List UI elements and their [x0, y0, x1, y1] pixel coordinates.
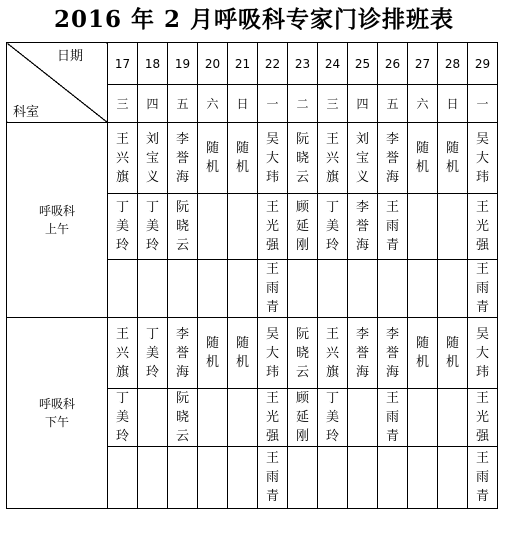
day-number-cell: 21: [228, 43, 258, 85]
day-number-cell: 22: [258, 43, 288, 85]
day-number-cell: 20: [198, 43, 228, 85]
doctor-cell: [168, 123, 198, 194]
doctor-name: 王 兴 旗: [115, 131, 129, 185]
doctor-name: 刘 宝 义: [355, 131, 369, 185]
weekday-cell: 日: [228, 85, 258, 123]
schedule-table: [6, 42, 498, 509]
doctor-cell: [408, 194, 438, 260]
doctor-name: 顾 延 刚: [295, 200, 309, 253]
day-number-cell: 23: [288, 43, 318, 85]
weekday-cell: 三: [318, 85, 348, 123]
doctor-name: 随 机: [235, 336, 249, 370]
doctor-cell: [288, 194, 318, 260]
weekday-cell: 三: [108, 85, 138, 123]
doctor-name: 随 机: [235, 141, 249, 175]
day-number-cell: 25: [348, 43, 378, 85]
doctor-cell: [438, 123, 468, 194]
doctor-cell: [468, 318, 498, 389]
doctor-cell: [348, 123, 378, 194]
doctor-cell: [438, 194, 468, 260]
doctor-cell: [228, 389, 258, 447]
doctor-cell: [258, 123, 288, 194]
doctor-name: 阮 晓 云: [175, 200, 189, 253]
doctor-cell: [468, 123, 498, 194]
doctor-cell: [258, 447, 288, 509]
day-number-cell: 27: [408, 43, 438, 85]
doctor-cell: [288, 447, 318, 509]
day-number-cell: 24: [318, 43, 348, 85]
doctor-cell: [468, 447, 498, 509]
weekday-cell: 二: [288, 85, 318, 123]
doctor-cell: [108, 194, 138, 260]
doctor-cell: [198, 194, 228, 260]
doctor-cell: [228, 194, 258, 260]
day-number-cell: 17: [108, 43, 138, 85]
doctor-cell: [258, 194, 288, 260]
doctor-name: 丁 美 玲: [325, 200, 339, 253]
doctor-name: 王 雨 青: [475, 451, 489, 504]
doctor-name: 王 光 强: [265, 391, 279, 444]
doctor-name: 王 兴 旗: [325, 326, 339, 380]
doctor-name: 顾 延 刚: [295, 391, 309, 444]
doctor-cell: [288, 389, 318, 447]
doctor-name: 李 誉 海: [175, 326, 189, 380]
doctor-name: 李 誉 海: [355, 326, 369, 380]
date-label: 日期: [56, 49, 83, 64]
dept-session: 下午: [44, 415, 69, 429]
doctor-name: 随 机: [415, 336, 429, 370]
doctor-name: 李 誉 海: [385, 131, 399, 185]
dept-label: 科室: [13, 105, 40, 120]
doctor-cell: [138, 318, 168, 389]
weekday-cell: 一: [258, 85, 288, 123]
day-number-cell: 19: [168, 43, 198, 85]
doctor-name: 丁 美 玲: [145, 200, 159, 253]
doctor-cell: [108, 447, 138, 509]
doctor-cell: [348, 389, 378, 447]
doctor-cell: [228, 318, 258, 389]
doctor-name: 王 兴 旗: [115, 326, 129, 380]
doctor-name: 王 光 强: [265, 200, 279, 253]
doctor-name: 丁 美 玲: [115, 200, 129, 253]
doctor-cell: [138, 194, 168, 260]
doctor-cell: [168, 389, 198, 447]
doctor-name: 丁 美 玲: [325, 391, 339, 444]
header-row-dates: [7, 43, 498, 85]
doctor-cell: [378, 194, 408, 260]
doctor-cell: [108, 260, 138, 318]
doctor-cell: [408, 318, 438, 389]
doctor-name: 随 机: [205, 141, 219, 175]
weekday-cell: 四: [348, 85, 378, 123]
doctor-cell: [468, 194, 498, 260]
weekday-cell: 六: [198, 85, 228, 123]
doctor-name: 王 雨 青: [265, 262, 279, 315]
doctor-name: 丁 美 玲: [145, 326, 159, 380]
doctor-cell: [288, 318, 318, 389]
doctor-cell: [198, 260, 228, 318]
weekday-cell: 日: [438, 85, 468, 123]
schedule-row: [7, 123, 498, 194]
doctor-name: 刘 宝 义: [145, 131, 159, 185]
doctor-cell: [168, 260, 198, 318]
weekday-cell: 五: [378, 85, 408, 123]
schedule-row: [7, 318, 498, 389]
doctor-name: 王 光 强: [475, 391, 489, 444]
doctor-cell: [348, 260, 378, 318]
doctor-name: 随 机: [415, 141, 429, 175]
doctor-cell: [228, 447, 258, 509]
doctor-name: 王 雨 青: [265, 451, 279, 504]
doctor-cell: [408, 389, 438, 447]
doctor-cell: [108, 318, 138, 389]
doctor-cell: [228, 123, 258, 194]
doctor-name: 丁 美 玲: [115, 391, 129, 444]
doctor-name: 王 雨 青: [385, 200, 399, 253]
doctor-name: 阮 晓 云: [295, 326, 309, 380]
doctor-name: 阮 晓 云: [295, 131, 309, 185]
doctor-cell: [438, 447, 468, 509]
day-number-cell: 29: [468, 43, 498, 85]
dept-name: 呼吸科: [38, 204, 75, 218]
doctor-cell: [288, 123, 318, 194]
doctor-cell: [198, 318, 228, 389]
weekday-cell: 一: [468, 85, 498, 123]
doctor-name: 吴 大 玮: [265, 131, 279, 185]
doctor-name: 李 誉 海: [355, 200, 369, 253]
doctor-cell: [438, 260, 468, 318]
dept-session: 上午: [44, 222, 69, 236]
doctor-cell: [168, 194, 198, 260]
doctor-cell: [318, 318, 348, 389]
doctor-cell: [318, 194, 348, 260]
doctor-cell: [378, 123, 408, 194]
doctor-cell: [318, 447, 348, 509]
doctor-cell: [468, 260, 498, 318]
dept-name: 呼吸科: [38, 397, 75, 411]
doctor-cell: [198, 447, 228, 509]
doctor-cell: [138, 389, 168, 447]
doctor-cell: [108, 389, 138, 447]
day-number-cell: 28: [438, 43, 468, 85]
doctor-cell: [318, 123, 348, 194]
doctor-name: 王 光 强: [475, 200, 489, 253]
page-title: 2016 年 2 月呼吸科专家门诊排班表: [53, 6, 455, 33]
doctor-cell: [168, 318, 198, 389]
doctor-name: 李 誉 海: [175, 131, 189, 185]
doctor-cell: [318, 389, 348, 447]
doctor-cell: [168, 447, 198, 509]
doctor-cell: [138, 260, 168, 318]
doctor-cell: [348, 318, 378, 389]
dept-cell: [7, 318, 108, 509]
doctor-name: 吴 大 玮: [475, 131, 489, 185]
doctor-cell: [378, 260, 408, 318]
doctor-name: 王 雨 青: [385, 391, 399, 444]
doctor-name: 随 机: [445, 141, 459, 175]
doctor-cell: [138, 123, 168, 194]
doctor-cell: [198, 389, 228, 447]
weekday-cell: 四: [138, 85, 168, 123]
doctor-name: 李 誉 海: [385, 326, 399, 380]
doctor-cell: [438, 389, 468, 447]
doctor-cell: [288, 260, 318, 318]
doctor-cell: [258, 260, 288, 318]
doctor-name: 随 机: [445, 336, 459, 370]
doctor-name: 吴 大 玮: [475, 326, 489, 380]
doctor-cell: [228, 260, 258, 318]
doctor-cell: [258, 318, 288, 389]
doctor-cell: [408, 123, 438, 194]
doctor-name: 王 雨 青: [475, 262, 489, 315]
doctor-cell: [348, 447, 378, 509]
doctor-cell: [468, 389, 498, 447]
doctor-name: 吴 大 玮: [265, 326, 279, 380]
day-number-cell: 26: [378, 43, 408, 85]
doctor-cell: [198, 123, 228, 194]
doctor-cell: [378, 389, 408, 447]
doctor-cell: [408, 447, 438, 509]
doctor-name: 随 机: [205, 336, 219, 370]
doctor-cell: [108, 123, 138, 194]
doctor-cell: [438, 318, 468, 389]
doctor-name: 王 兴 旗: [325, 131, 339, 185]
doctor-cell: [348, 194, 378, 260]
weekday-cell: 五: [168, 85, 198, 123]
weekday-cell: 六: [408, 85, 438, 123]
doctor-cell: [258, 389, 288, 447]
day-number-cell: 18: [138, 43, 168, 85]
doctor-cell: [138, 447, 168, 509]
doctor-cell: [408, 260, 438, 318]
doctor-cell: [318, 260, 348, 318]
doctor-cell: [378, 447, 408, 509]
dept-cell: [7, 123, 108, 318]
header-corner: [7, 43, 108, 123]
doctor-name: 阮 晓 云: [175, 391, 189, 444]
doctor-cell: [378, 318, 408, 389]
